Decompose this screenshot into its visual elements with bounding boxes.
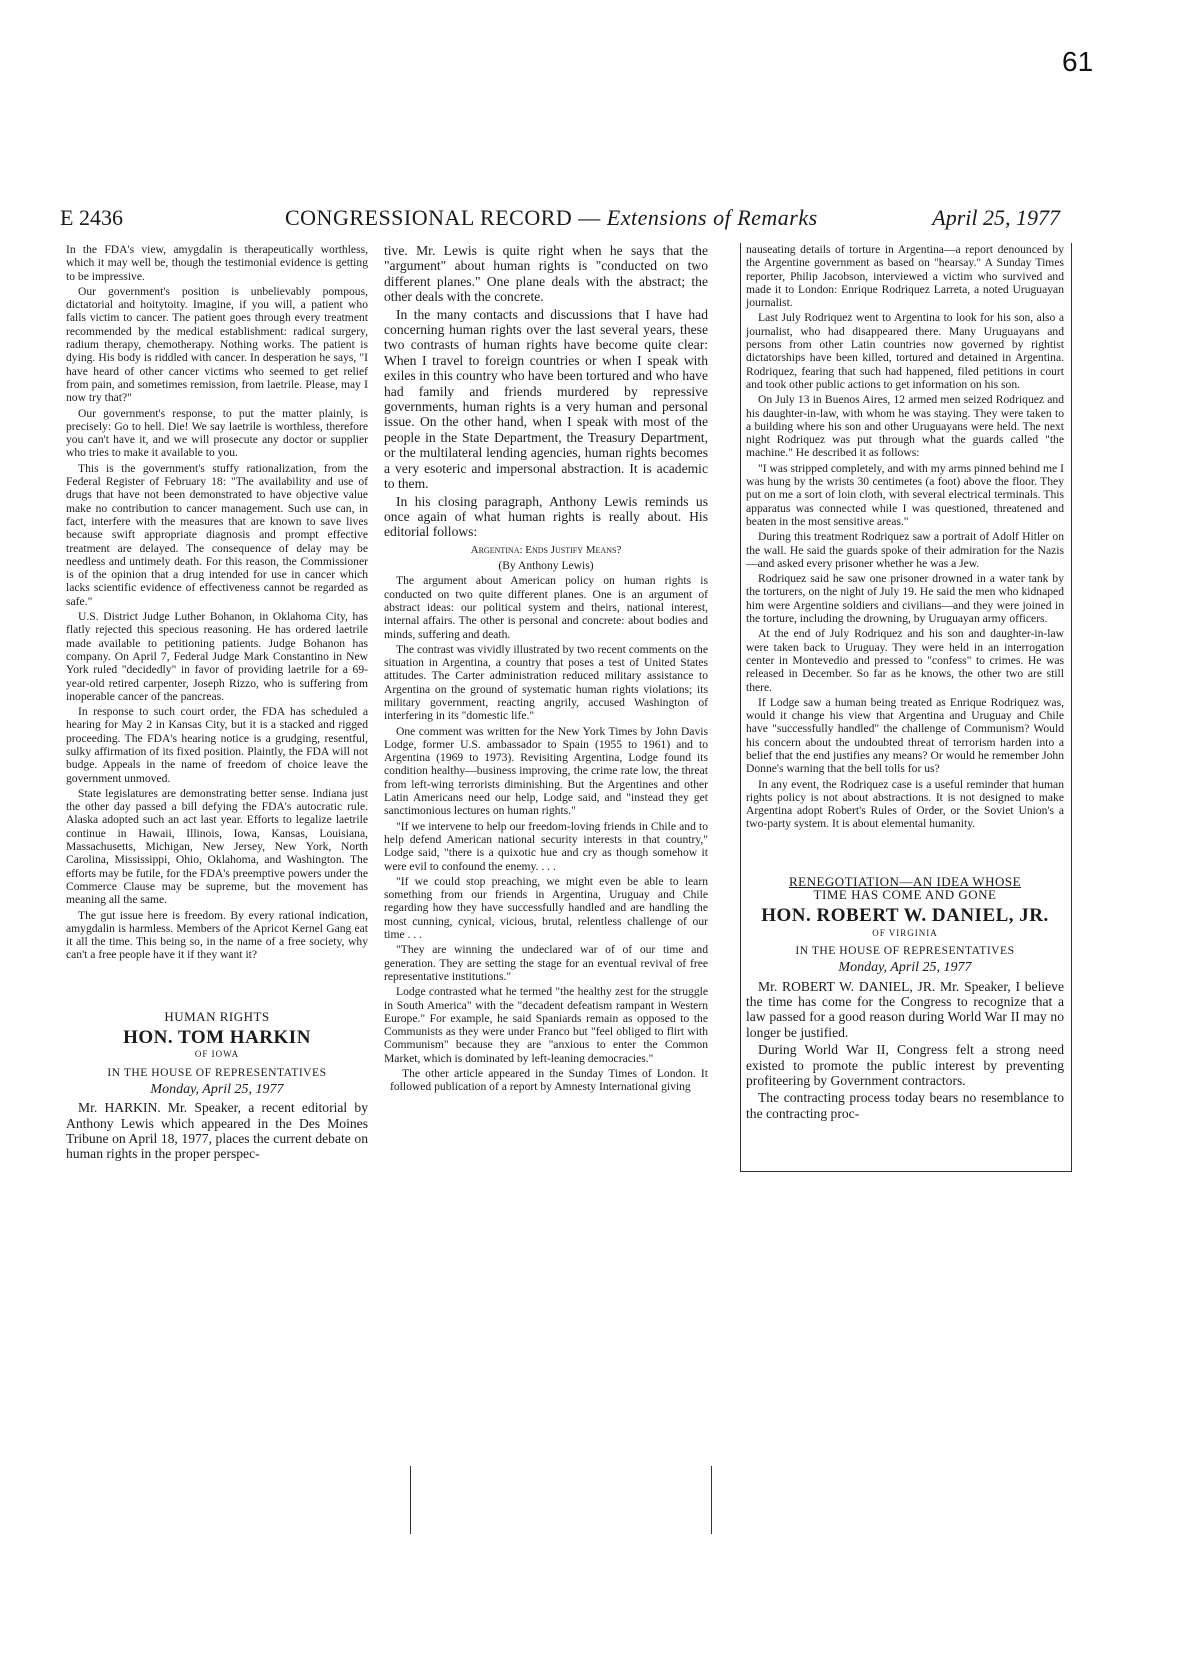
house-line: IN THE HOUSE OF REPRESENTATIVES [795,943,1015,957]
page-header [60,205,1060,233]
paragraph: Rodriquez said he saw one prisoner drowned in a water tank by the torturers, on the night of July 19. He said the men who kidnaped him were Argentine soldiers and civilians—and they were joined in the torture, including the drowning, by Uruguayan army officers. [746,572,1064,626]
section-date: Monday, April 25, 1977 [150,1081,284,1097]
paragraph: "They are winning the undeclared war of of our time and generation. They are setting the stage for an eventual revival of free representative institutions." [384,943,708,983]
paragraph: The contracting process today bears no resemblance to the contracting proc- [746,1090,1064,1121]
paragraph: During World War II, Congress felt a strong need existed to promote the public interest by preventing profiteering by Government contractors. [746,1042,1064,1088]
member-name: HON. TOM HARKIN [123,1027,311,1049]
article-byline: (By Anthony Lewis) [498,559,594,573]
section-kicker-line2: TIME HAS COME AND GONE [813,887,997,903]
column-middle [384,243,708,1096]
paragraph: In his closing paragraph, Anthony Lewis reminds us once again of what human rights is really about. His editorial follows: [384,493,708,540]
section-kicker-line1: RENEGOTIATION—AN IDEA WHOSE [788,873,1022,889]
paragraph: Last July Rodriquez went to Argentina to look for his son, also a journalist, who had disappeared there. Many Uruguayans and persons from other Latin countries now governed by rightist dictatorships have been killed, tortured and detained in Argentina. Rodriquez, fearing that such had happened, filed petitions in court and took other public actions to get information on his son. [746,311,1064,391]
paragraph: Mr. HARKIN. Mr. Speaker, a recent editorial by Anthony Lewis which appeared in the Des Moines Tribune on April 18, 1977, places the current debate on human rights in the proper perspec- [66,1100,368,1162]
publication-title-main: CONGRESSIONAL RECORD — [285,205,601,230]
member-state: OF VIRGINIA [872,927,938,938]
paragraph: During this treatment Rodriquez saw a portrait of Adolf Hitler on the wall. He said the guards spoke of their admiration for the Nazis—and asked every prisoner whether he was a Jew. [746,530,1064,570]
paragraph: "If we intervene to help our freedom-loving friends in Chile and to help defend American national security interests in that country," Lodge said, "there is a quixotic hue and cry as though somehow it were evil to confound the enemy. . . . [384,819,708,873]
paragraph: In the FDA's view, amygdalin is therapeutically worthless, which it may well be, though the testimonial evidence is getting to be impressive. [66,243,368,283]
section-kicker: HUMAN RIGHTS [164,1008,270,1024]
paragraph: On July 13 in Buenos Aires, 12 armed men seized Rodriquez and his daughter-in-law, with whom he was staying. They were taken to a building where his son and other Uruguayans were held. The next night Rodriquez was put through what the guards called "the machine." He described it as follows: [746,393,1064,460]
paragraph: Our government's response, to put the matter plainly, is precisely: Go to hell. Die! We say laetrile is worthless, therefore you can't have it, and we will prosecute any doctor or supplier who tries to make it available to you. [66,406,368,460]
paragraph: The gut issue here is freedom. By every rational indication, amygdalin is harmless. Members of the Apricot Kernel Gang eat it all the time. This being so, in the name of a free society, why can't a free people have it if they want it? [66,908,368,962]
paragraph: State legislatures are demonstrating better sense. Indiana just the other day passed a bill defying the FDA's autocratic rule. Alaska adopted such an act last year. Efforts to legalize laetrile continue in Hawaii, Illinois, Iowa, Kansas, Louisiana, Massachusetts, Michigan, New Jersey, New York, North Carolina, Mississippi, Ohio, Oklahoma, and Washington. The efforts may be futile, for the FDA's preemptive powers under the Commerce Clause may be supreme, but the movement has meaning all the same. [66,786,368,907]
section-heading-daniel [746,875,1064,975]
column-right [740,243,1070,1123]
house-line: IN THE HOUSE OF REPRESENTATIVES [107,1065,327,1079]
paragraph: In the many contacts and discussions that I have had concerning human rights over the last several years, these two contrasts of human rights have become quite clear: When I travel to foreign countries or when I speak with exiles in this country who have been tortured and who have had family and friends murdered by repressive governments, human rights is a very human and personal issue. On the other hand, when I speak with most of the people in the State Department, the Treasury Department, or the multilateral lending agencies, human rights becomes a very esoteric and impersonal abstraction. It is academic to them. [384,306,708,492]
record-code: E 2436 [60,205,123,230]
paragraph: nauseating details of torture in Argentina—a report denounced by the Argentine government as based on "hearsay." A Sunday Times reporter, Philip Jacobson, interviewed a victim who survived and made it to London: Enrique Rodriquez Larreta, a noted Uruguayan journalist. [746,243,1064,310]
header-date: April 25, 1977 [932,205,1060,230]
paragraph: Lodge contrasted what he termed "the healthy zest for the struggle in South America" with the "decadent defeatism rampant in Western Europe." For example, he said Spaniards remain as opposed to the Communists as they were under Franco but "feel obliged to flirt with Communism" because they are "anxious to enter the Common Market, which is dominated by left-leaning democracies." [384,985,708,1065]
paragraph: The argument about American policy on human rights is conducted on two quite different planes. One is an argument of abstract ideas: our political system and theirs, national interest, internal affairs. The other is personal and concrete: about bodies and minds, suffering and death. [384,574,708,641]
section-date: Monday, April 25, 1977 [838,960,972,976]
paragraph: Mr. ROBERT W. DANIEL, JR. Mr. Speaker, I believe the time has come for the Congress to recognize that a law passed for a good reason during World War II may no longer be justified. [746,978,1064,1040]
member-name: HON. ROBERT W. DANIEL, JR. [761,905,1049,927]
section-heading-harkin [66,1010,368,1096]
margin-bracket [410,1466,712,1534]
paragraph: The other article appeared in the Sunday Times of London. It followed publication of a report by Amnesty International giving [390,1067,708,1094]
paragraph: In response to such court order, the FDA has scheduled a hearing for May 2 in Kansas City, but it is a stacked and rigged proceeding. The FDA's hearing notice is a grudging, resentful, sulky affirmation of its fixed position. Plaintly, the FDA will not budge. Appeals in the name of freedom of choice leave the government unmoved. [66,705,368,785]
column-left [66,243,368,1164]
paragraph: One comment was written for the New York Times by John Davis Lodge, former U.S. ambassador to Spain (1955 to 1961) and to Argentina (1969 to 1973). Revisiting Argentina, Lodge found its condition healthy—business improving, the crime rate low, the threat from left-wing terrorists diminishing. But the Argentines and other Latin Americans need our help, Lodge said, and "instead they get sanctimonious lectures on human rights." [384,724,708,818]
publication-title [285,205,818,231]
page-number: 61 [1062,46,1094,77]
paragraph: If Lodge saw a human being treated as Enrique Rodriquez was, would it change his view that Argentina and Uruguay and Chile have "successfully handled" the challenge of Communism? Would his concern about the undoubted threat of terrorism harden into a belief that the end justifies any means? Or would he remember John Donne's warning that the bell tolls for us? [746,695,1064,776]
paragraph: The contrast was vividly illustrated by two recent comments on the situation in Argentina, a country that poses a test of United States attitudes. The Carter administration reduced military assistance to Argentina on the ground of systematic human rights violations; its military government, reacting angrily, accused Washington of interfering in its "domestic life." [384,642,708,723]
member-state: OF IOWA [194,1049,240,1060]
paragraph: Our government's position is unbelievably pompous, dictatorial and hoitytoity. Imagine, if you will, a patient who falls victim to cancer. The patient goes through every treatment recommended by the medical establishment: radical surgery, radium therapy, chemotherapy. Nothing works. The patient is dying. His body is riddled with cancer. In desperation he says, "I have heard of other cancer victims who seemed to get relief from pain, and sometimes remission, from laetrile. Please, may I now try that?" [66,284,368,405]
paragraph: At the end of July Rodriquez and his son and daughter-in-law were taken back to Uruguay. They were held in an interrogation center in Montevedio and pressed to "confess" to crimes. He was released in December. So far as he knows, the other two are still there. [746,627,1064,694]
paragraph: In any event, the Rodriquez case is a useful reminder that human rights policy is not about abstractions. It is not designed to make Argentina adopt Robert's Rules of Order, or the Soviet Union's a two-party system. It is about elemental humanity. [746,777,1064,831]
paragraph: U.S. District Judge Luther Bohanon, in Oklahoma City, has flatly rejected this specious reasoning. He has ordered laetrile made available to petitioning patients. Judge Bohanon has company. On April 7, Federal Judge Mark Constantino in New York ruled "decidedly" in favor of providing laetrile for a 69-year-old retired carpenter, Joseph Rizzo, who is suffering from inoperable cancer of the pancreas. [66,610,368,703]
paragraph: tive. Mr. Lewis is quite right when he says that the "argument" about human rights is "conducted on two different planes." One plane deals with the abstract; the other deals with the concrete. [384,243,708,305]
article-title: Argentina: Ends Justify Means? [470,543,622,556]
paragraph: "I was stripped completely, and with my arms pinned behind me I was hung by the wrists 30 centimetes (a foot) above the floor. They put on me a sort of loin cloth, with several electrical terminals. This apparatus was connected while I was questioned, threatened and beaten in the most sensitive areas." [746,461,1064,528]
paragraph: This is the government's stuffy rationalization, from the Federal Register of February 18: "The availability and use of drugs that have not been demonstrated to have objective value make no contribution to cancer management. Such use can, in fact, interfere with the measures that are known to save lives because swift appropriate diagnosis and prompt effective treatment are delayed. The consequence of delay may be needless and untimely death. For this reason, the Commissioner is of the opinion that a drug intended for use in cancer which lacks scientific evidence of effectiveness cannot be regarded as safe." [66,461,368,608]
paragraph: "If we could stop preaching, we might even be able to learn something from our friends in Argentina, Uruguay and Chile regarding how they have successfully handled and are handling the most cunning, cynical, vicious, brutal, relentless challenge of our time . . . [384,874,708,942]
publication-title-section: Extensions of Remarks [606,205,818,230]
